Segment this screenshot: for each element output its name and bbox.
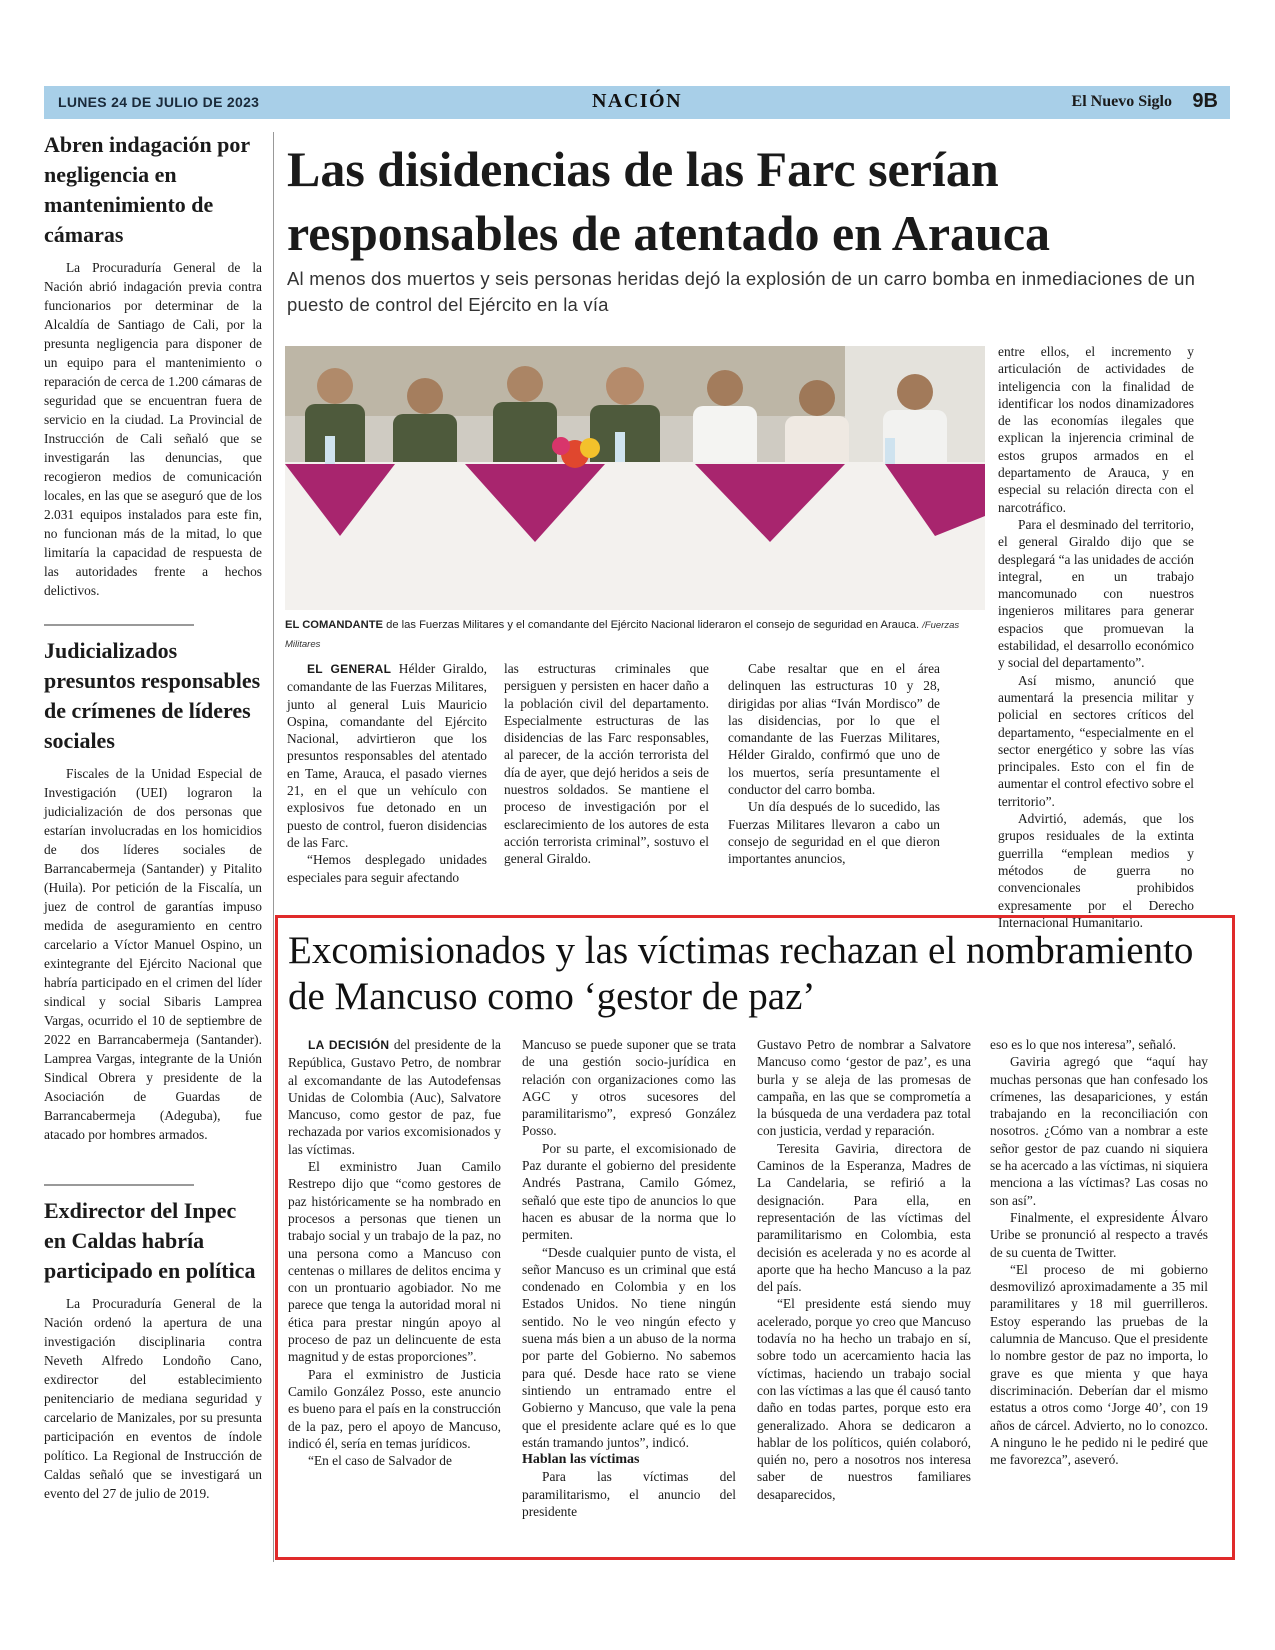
paragraph: Mancuso se puede suponer que se trata de una gestión socio-jurídica en relación con organizaciones como las AGC y otros sucesores del paramilitarismo”, expresó González Posso. bbox=[522, 1037, 736, 1139]
paragraph: Para el desminado del territorio, el general Giraldo dijo que se desplegará “a las unidades de acción integral, en un trabajo mancomunado con nuestros ingenieros militares para generar espacios que promuevan la estabilidad, el desarrollo económico y social del departamento”. bbox=[998, 516, 1194, 671]
brief-2-title: Judicializados presuntos responsables de crímenes de líderes sociales bbox=[44, 638, 261, 753]
paragraph: Para las víctimas del paramilitarismo, el anuncio del presidente bbox=[522, 1469, 736, 1520]
paragraph: Advirtió, además, que los grupos residuales de la extinta guerrilla “emplean medios y métodos de guerra no convencionales prohibidos expresamente por el Derecho Internacional Humanitario. bbox=[998, 811, 1194, 930]
sidebar-divider bbox=[44, 1184, 194, 1186]
main-article-col-2 bbox=[504, 660, 709, 868]
sidebar-brief-1 bbox=[44, 130, 262, 600]
newspaper-name: El Nuevo Siglo bbox=[1071, 93, 1172, 110]
box-article-col-3 bbox=[757, 1036, 971, 1503]
paragraph: “El proceso de mi gobierno desmovilizó aproximadamente a 35 mil paramilitares y 18 mil guerrilleros. Estoy esperando las pruebas de la calumnia de Mancuso. Que el presidente lo nombre gestor de paz no importa, lo grave es que mienta y que haya discriminación. Deberían dar el mismo estatus a otros como ‘Jorge 40’, con 19 años de cárcel. Advierto, no lo conozco. A ninguno le he pedido ni le pediré que me favorezca”, aseveró. bbox=[990, 1261, 1208, 1468]
header-bar bbox=[44, 86, 1230, 119]
main-article-col-3 bbox=[728, 660, 940, 868]
sidebar-divider bbox=[44, 624, 194, 626]
box-article-col-4 bbox=[990, 1036, 1208, 1468]
paragraph: Para el exministro de Justicia Camilo González Posso, este anuncio es bueno para el país en la construcción de la paz, pero el apoyo de Mancuso, indicó él, sería en temas jurídicos. bbox=[288, 1366, 501, 1451]
paragraph: Finalmente, el expresidente Álvaro Uribe se pronunció al respecto a través de su cuenta de Twitter. bbox=[990, 1209, 1208, 1260]
paragraph: Gustavo Petro de nombrar a Salvatore Mancuso como ‘gestor de paz’, es una burla y se aleja de las promesas de campaña, en las que se comprometía a la búsqueda de una verdadera paz total con justicia, verdad y reparación. bbox=[757, 1037, 971, 1139]
paragraph: El exministro Juan Camilo Restrepo dijo que “como gestores de paz históricamente se ha nombrado en procesos a personas que tienen un trabajo social y un trabajo de la paz, no una persona como a Mancuso con centenas o millares de delitos encima y con un prontuario agobiador. No me parece que tenga la autoridad moral ni ética para prestar ningún apoyo al proceso de paz un delincuente de esta magnitud y de estas proporciones”. bbox=[288, 1159, 501, 1365]
photo-caption bbox=[285, 616, 985, 654]
paragraph: “En el caso de Salvador de bbox=[308, 1453, 452, 1469]
paragraph: “El presidente está siendo muy acelerado, porque yo creo que Mancuso todavía no ha hecho un trabajo en sí, sobre todo un acercamiento hacia las víctimas, haciendo un trabajo social con las víctimas a las que él causó tanto daño en todas partes, porque esto era generalizado. Ahora se dedicaron a hablar de los políticos, quién colaboró, quién no, pero a nosotros nos interesa saber de nuestros familiares desaparecidos, bbox=[757, 1296, 971, 1502]
lead-in: EL GENERAL bbox=[307, 662, 392, 676]
paragraph: Por su parte, el excomisionado de Paz durante el gobierno del presidente Andrés Pastrana, Camilo Gómez, señaló que este tipo de anuncios lo que hacen es abusar de la norma que lo permiten. bbox=[522, 1140, 736, 1243]
paragraph bbox=[288, 1036, 501, 1158]
sidebar-brief-3 bbox=[44, 1196, 262, 1503]
sidebar-brief-2 bbox=[44, 636, 262, 1144]
paragraph: eso es lo que nos interesa”, señaló. bbox=[990, 1037, 1176, 1052]
page-number: 9B bbox=[1192, 90, 1218, 112]
caption-text: de las Fuerzas Militares y el comandante del Ejército Nacional lideraron el consejo de seguridad en Arauca. bbox=[383, 619, 923, 631]
paragraph: Así mismo, anunció que aumentará la presencia militar y policial en sectores críticos del departamento, “especialmente en el sector energético y sobre las vías principales. Esto con el fin de aumentar el control efectivo sobre el territorio”. bbox=[998, 672, 1194, 809]
issue-date: LUNES 24 DE JULIO DE 2023 bbox=[58, 94, 260, 110]
paragraph: Un día después de lo sucedido, las Fuerzas Militares llevaron a cabo un consejo de seguridad en el que dieron importantes anuncios, bbox=[728, 799, 940, 867]
paragraph bbox=[287, 660, 487, 851]
brief-3-body: La Procuraduría General de la Nación ordenó la apertura de una investigación disciplinaria contra Neveth Alfredo Londoño Cano, exdirector del establecimiento penitenciario de mediana seguridad y carcelario de Manizales, por su presunta participación en eventos de índole político. La Regional de Instrucción de Caldas señaló que se investigará un evento del 27 de julio de 2019. bbox=[44, 1296, 262, 1501]
article-photo bbox=[285, 346, 985, 610]
brief-1-body: La Procuraduría General de la Nación abrió indagación previa contra funcionarios por determinar de la Alcaldía de Santiago de Cali, por la presunta negligencia para disponer de un equipo para el mantenimiento o reparación de cerca de 1.200 cámaras de seguridad que se encuentran fuera de servicio en la ciudad. La Provincial de Instrucción de Cali señaló que se investigarán las denuncias, que recogieron medios de comunicación locales, en las que se aseguró que de los 2.031 equipos instalados para este fin, no funcionan más de la mitad, lo que limitaría la capacidad de respuesta de las autoridades frente a hechos delictivos. bbox=[44, 260, 262, 598]
box-headline: Excomisionados y las víctimas rechazan el nombramiento de Mancuso como ‘gestor de paz’ bbox=[288, 929, 1194, 1018]
paragraph: entre ellos, el incremento y articulación de actividades de inteligencia con la finalidad de identificar los nodos dinamizadores de las economías ilegales que explican la injerencia criminal de estos grupos armados en el departamento de Arauca, y en especial su relación directa con el narcotráfico. bbox=[998, 344, 1194, 515]
lead-in: LA DECISIÓN bbox=[308, 1038, 390, 1052]
box-article-col-2 bbox=[522, 1036, 736, 1520]
main-dek: Al menos dos muertos y seis personas heridas dejó la explosión de un carro bomba en inmediaciones de un puesto de control del Ejército en la vía bbox=[287, 268, 1196, 315]
box-article-col-1 bbox=[288, 1036, 501, 1469]
section-name: NACIÓN bbox=[591, 90, 683, 112]
caption-lead: EL COMANDANTE bbox=[285, 619, 383, 631]
main-article-col-1 bbox=[287, 660, 487, 886]
brief-2-body: Fiscales de la Unidad Especial de Investigación (UEI) lograron la judicialización de dos personas que estarían involucradas en los homicidios de dos líderes sociales de Barrancabermeja (Santander) y Pitalito (Huila). Por petición de la Fiscalía, un juez de control de garantías impuso medida de aseguramiento en centro carcelario a Víctor Manuel Ospino, un exintegrante del Ejército Nacional que habría participado en el crimen del líder sindical y social Sibaris Lamprea Vargas, ocurrido el 10 de septiembre de 2022 en Barrancabermeja (Santander). Lamprea Vargas, integrante de la Unión Sindical Obrera y presidente de la Asociación de Guardas de Barrancabermeja (Adeguba), fue atacado por hombres armados. bbox=[44, 766, 262, 1142]
photo-credit: /Fuerzas Militares bbox=[285, 620, 960, 650]
brief-3-title: Exdirector del Inpec en Caldas habría participado en política bbox=[44, 1198, 256, 1283]
paragraph: las estructuras criminales que persiguen y persisten en hacer daño a la población civil del departamento. Especialmente estructuras de las disidencias de las Farc responsables, al parecer, de la acción terrorista del día de ayer, que dejó heridos a seis de nuestros soldados. Se mantiene el proceso de investigación por el esclarecimiento de los autores de esta acción terrorista criminal”, sostuvo el general Giraldo. bbox=[504, 661, 709, 867]
paragraph-text: del presidente de la República, Gustavo Petro, de nombrar al excomandante de las Autodefensas Unidas de Colombia (Auc), Salvatore Mancuso, como gestor de paz, fue rechazada por varios excomisionados y las víctimas. bbox=[288, 1037, 501, 1157]
paragraph: Cabe resaltar que en el área delinquen las estructuras 10 y 28, dirigidas por alias “Iván Mordisco” de las disidencias, por lo que el comandante de las Fuerzas Militares, Hélder Giraldo, confirmó que uno de los muertos, sería presuntamente el conductor del carro bomba. bbox=[728, 661, 940, 798]
main-article-col-4 bbox=[998, 343, 1194, 931]
paragraph: “Desde cualquier punto de vista, el señor Mancuso es un criminal que está condenado en Colombia y en los Estados Unidos. No tiene ningún sentido. No le veo ningún efecto y suena más bien a un abuso de la norma por parte del Gobierno. No sabemos para qué. Desde hace rato se viene sintiendo un entramado entre el Gobierno y Mancuso, que vale la pena que el presidente aclare qué es lo que están tramando juntos”, indicó. bbox=[522, 1244, 736, 1450]
main-headline: Las disidencias de las Farc serían responsables de atentado en Arauca bbox=[287, 141, 1051, 261]
meeting-photo-illustration bbox=[285, 346, 985, 610]
paragraph: “Hemos desplegado unidades especiales para seguir afectando bbox=[287, 852, 487, 885]
paragraph-text: Hélder Giraldo, comandante de las Fuerzas Militares, junto al general Luis Mauricio Ospina, comandante del Ejército Nacional, advirtieron que los presuntos responsables del atentado en Tame, Arauca, el pasado viernes 21, en el que un vehículo con explosivos fue detonado en un puesto de control, fueron disidencias de las Farc. bbox=[287, 661, 487, 850]
subheading: Hablan las víctimas bbox=[522, 1452, 640, 1468]
paragraph: Gaviria agregó que “aquí hay muchas personas que han confesado los crímenes, las desapariciones, y están trabajando en la reconciliación con nosotros. ¿Cómo van a nombrar a este señor gestor de paz cuando ni siquiera se ha acercado a las víctimas, ni siquiera menciona a las víctimas? Las cosas no son así”. bbox=[990, 1054, 1208, 1208]
paragraph: Teresita Gaviria, directora de Caminos de la Esperanza, Madres de La Candelaria, se refirió a la designación. Para ella, en representación de las víctimas del paramilitarismo en Colombia, esta decisión es acelerada y no es acorde al aporte que ha hecho Mancuso a la paz del país. bbox=[757, 1140, 971, 1295]
brief-1-title: Abren indagación por negligencia en mantenimiento de cámaras bbox=[44, 132, 250, 247]
column-divider bbox=[273, 132, 274, 1562]
